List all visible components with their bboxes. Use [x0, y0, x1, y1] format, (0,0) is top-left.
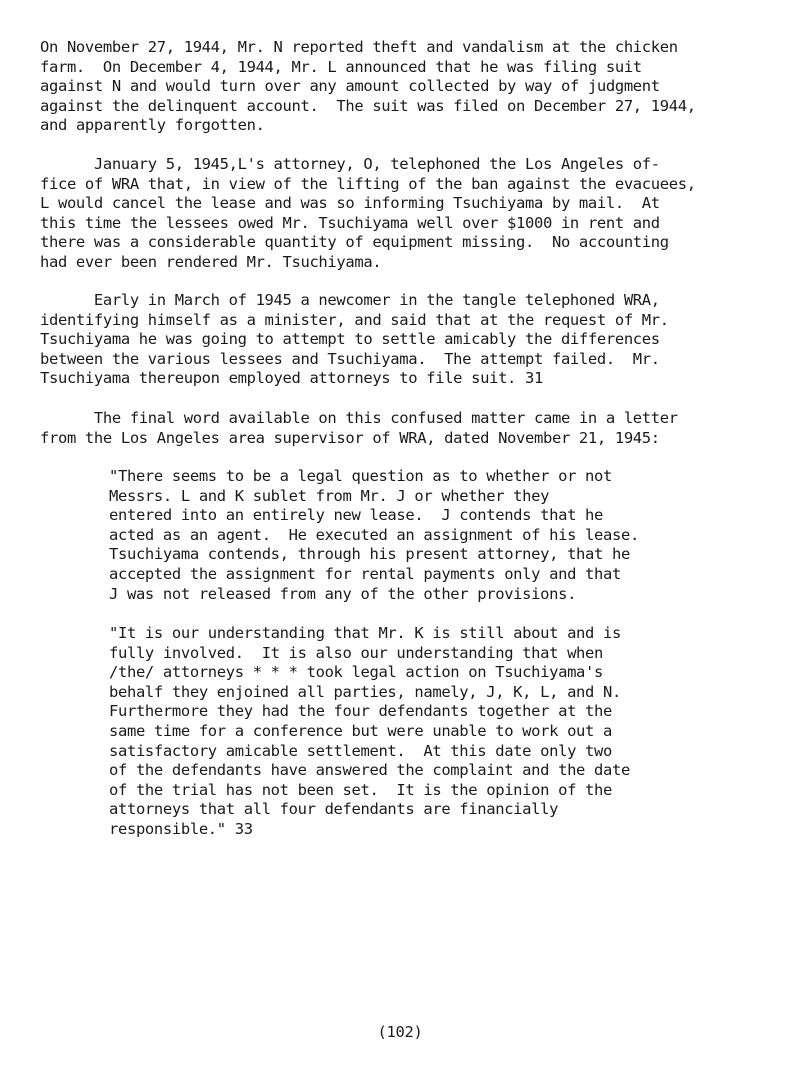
quote-line: same time for a conference but were unable to work out a	[109, 721, 612, 740]
quote-line: Tsuchiyama contends, through his present attorney, that he	[109, 545, 630, 564]
text-line: identifying himself as a minister, and said that at the request of Mr.	[40, 310, 669, 329]
quote-line: entered into an entirely new lease. J contends that he	[109, 506, 603, 525]
paragraph-final-word	[40, 409, 678, 448]
quote-line: "It is our understanding that Mr. K is still about and is	[109, 624, 621, 642]
paragraph-theft-report	[40, 38, 696, 136]
quote-line: Furthermore they had the four defendants together at the	[109, 702, 612, 721]
text-line: there was a considerable quantity of equipment missing. No accounting	[40, 233, 669, 252]
quote-line: acted as an agent. He executed an assignment of his lease.	[109, 525, 639, 544]
quote-legal-question	[109, 467, 639, 604]
text-line: farm. On December 4, 1944, Mr. L announced that he was filing suit	[40, 57, 642, 76]
quote-line: /the/ attorneys * * * took legal action on Tsuchiyama's	[109, 663, 603, 682]
quote-line: responsible." 33	[109, 819, 253, 838]
quote-line: of the trial has not been set. It is the opinion of the	[109, 780, 612, 799]
paragraph-minister-attempt	[40, 291, 669, 389]
page-number: (102)	[377, 1023, 423, 1041]
quote-line: behalf they enjoined all parties, namely, J, K, L, and N.	[109, 682, 621, 701]
text-line: between the various lessees and Tsuchiyama. The attempt failed. Mr.	[40, 349, 660, 368]
quote-line: accepted the assignment for rental payments only and that	[109, 564, 621, 583]
text-line: Early in March of 1945 a newcomer in the tangle telephoned WRA,	[40, 291, 660, 309]
text-line: On November 27, 1944, Mr. N reported theft and vandalism at the chicken	[40, 38, 678, 56]
text-line: and apparently forgotten.	[40, 116, 265, 135]
text-line: against N and would turn over any amount collected by way of judgment	[40, 77, 660, 96]
text-line: The final word available on this confused matter came in a letter	[40, 409, 678, 427]
quote-line: "There seems to be a legal question as to whether or not	[109, 467, 612, 485]
quote-line: Messrs. L and K sublet from Mr. J or whether they	[109, 486, 550, 505]
quote-understanding	[109, 624, 630, 840]
quote-line: satisfactory amicable settlement. At this date only two	[109, 741, 612, 760]
quote-line: attorneys that all four defendants are financially	[109, 800, 559, 819]
text-line: Tsuchiyama he was going to attempt to settle amicably the differences	[40, 330, 660, 349]
text-line: fice of WRA that, in view of the lifting of the ban against the evacuees,	[40, 174, 696, 193]
text-line: this time the lessees owed Mr. Tsuchiyama well over $1000 in rent and	[40, 213, 660, 232]
text-line: had ever been rendered Mr. Tsuchiyama.	[40, 252, 382, 271]
text-line: January 5, 1945,L's attorney, O, telephoned the Los Angeles of-	[40, 155, 660, 173]
text-line: L would cancel the lease and was so informing Tsuchiyama by mail. At	[40, 194, 660, 213]
text-line: against the delinquent account. The suit was filed on December 27, 1944,	[40, 96, 696, 115]
quote-line: of the defendants have answered the complaint and the date	[109, 761, 630, 780]
text-line: Tsuchiyama thereupon employed attorneys to file suit. 31	[40, 369, 543, 388]
paragraph-lease-cancel	[40, 155, 696, 273]
text-line: from the Los Angeles area supervisor of WRA, dated November 21, 1945:	[40, 428, 660, 447]
quote-line: fully involved. It is also our understanding that when	[109, 643, 603, 662]
quote-line: J was not released from any of the other provisions.	[109, 584, 577, 603]
